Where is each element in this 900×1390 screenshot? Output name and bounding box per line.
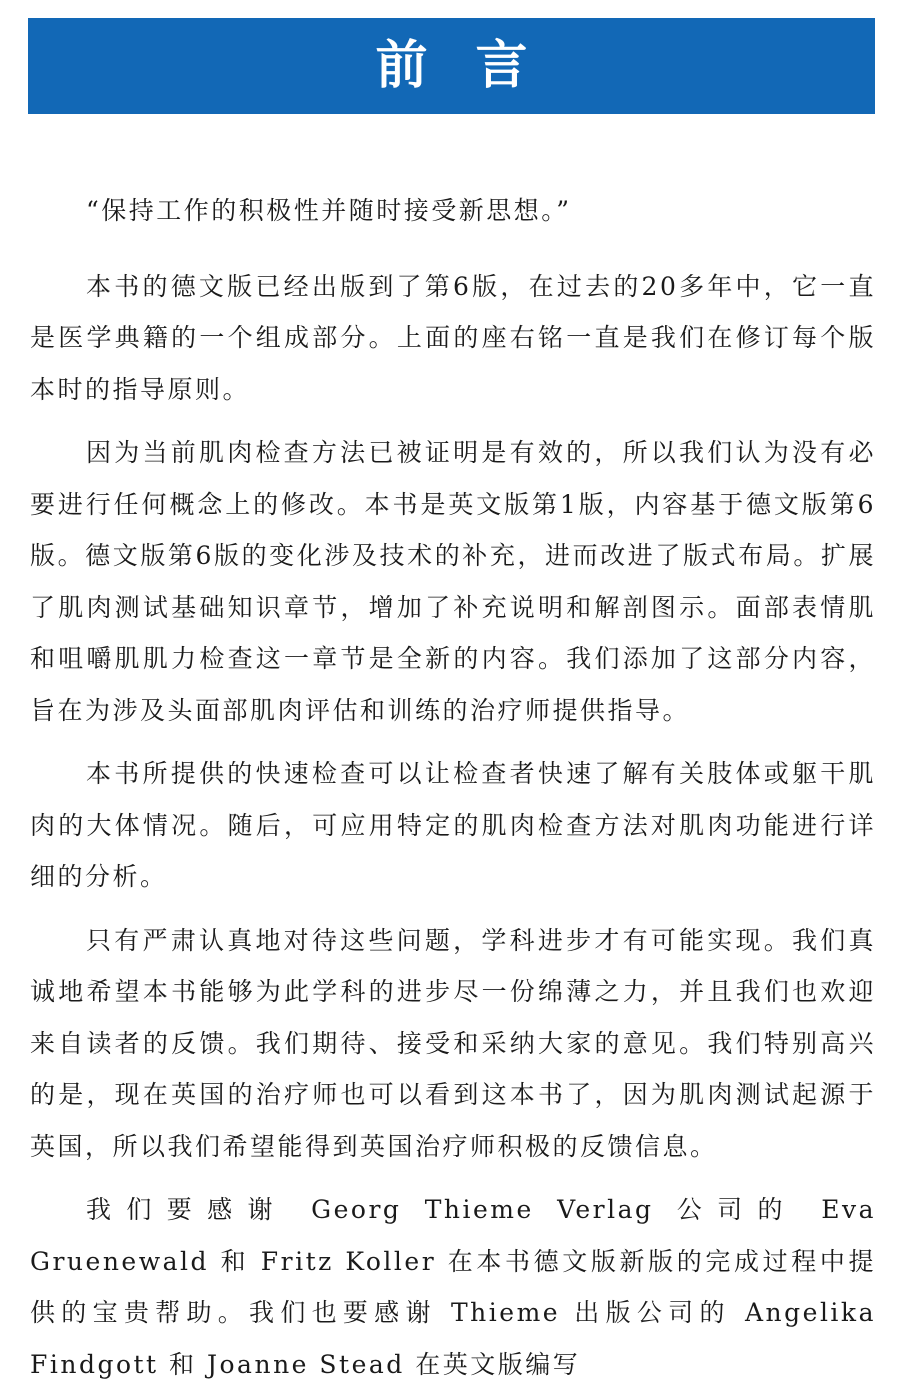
paragraph: 因为当前肌肉检查方法已被证明是有效的，所以我们认为没有必要进行任何概念上的修改。本书是英文版第1版，内容基于德文版第6版。德文版第6版的变化涉及技术的补充，进而改进了版式布局。扩展了肌肉测试基础知识章节，增加了补充说明和解剖图示。面部表情肌和咀嚼肌肌力检查这一章节是全新的内容。我们添加了这部分内容，旨在为涉及头面部肌肉评估和训练的治疗师提供指导。: [30, 438, 876, 725]
paragraph: 本书的德文版已经出版到了第6版，在过去的20多年中，它一直是医学典籍的一个组成部分。上面的座右铭一直是我们在修订每个版本时的指导原则。: [30, 271, 876, 404]
paragraph: 本书所提供的快速检查可以让检查者快速了解有关肢体或躯干肌肉的大体情况。随后，可应用特定的肌肉检查方法对肌肉功能进行详细的分析。: [30, 759, 876, 891]
motto-quote: “保持工作的积极性并随时接受新思想。”: [86, 196, 572, 225]
chapter-title: 前言: [375, 36, 576, 96]
chapter-header-banner: [28, 18, 875, 114]
preface-body: [30, 185, 876, 1390]
paragraph: 只有严肃认真地对待这些问题，学科进步才有可能实现。我们真诚地希望本书能够为此学科的进步尽一份绵薄之力，并且我们也欢迎来自读者的反馈。我们期待、接受和采纳大家的意见。我们特别高兴的是，现在英国的治疗师也可以看到这本书了，因为肌肉测试起源于英国，所以我们希望能得到英国治疗师积极的反馈信息。: [30, 925, 876, 1161]
paragraph: 我们要感谢 Georg Thieme Verlag 公司的 Eva Gruenewald 和 Fritz Koller 在本书德文版新版的完成过程中提供的宝贵帮助。我们也要感谢 Thieme 出版公司的 Angelika Findgott 和 Joanne Stead 在英文版编写: [30, 1195, 876, 1379]
